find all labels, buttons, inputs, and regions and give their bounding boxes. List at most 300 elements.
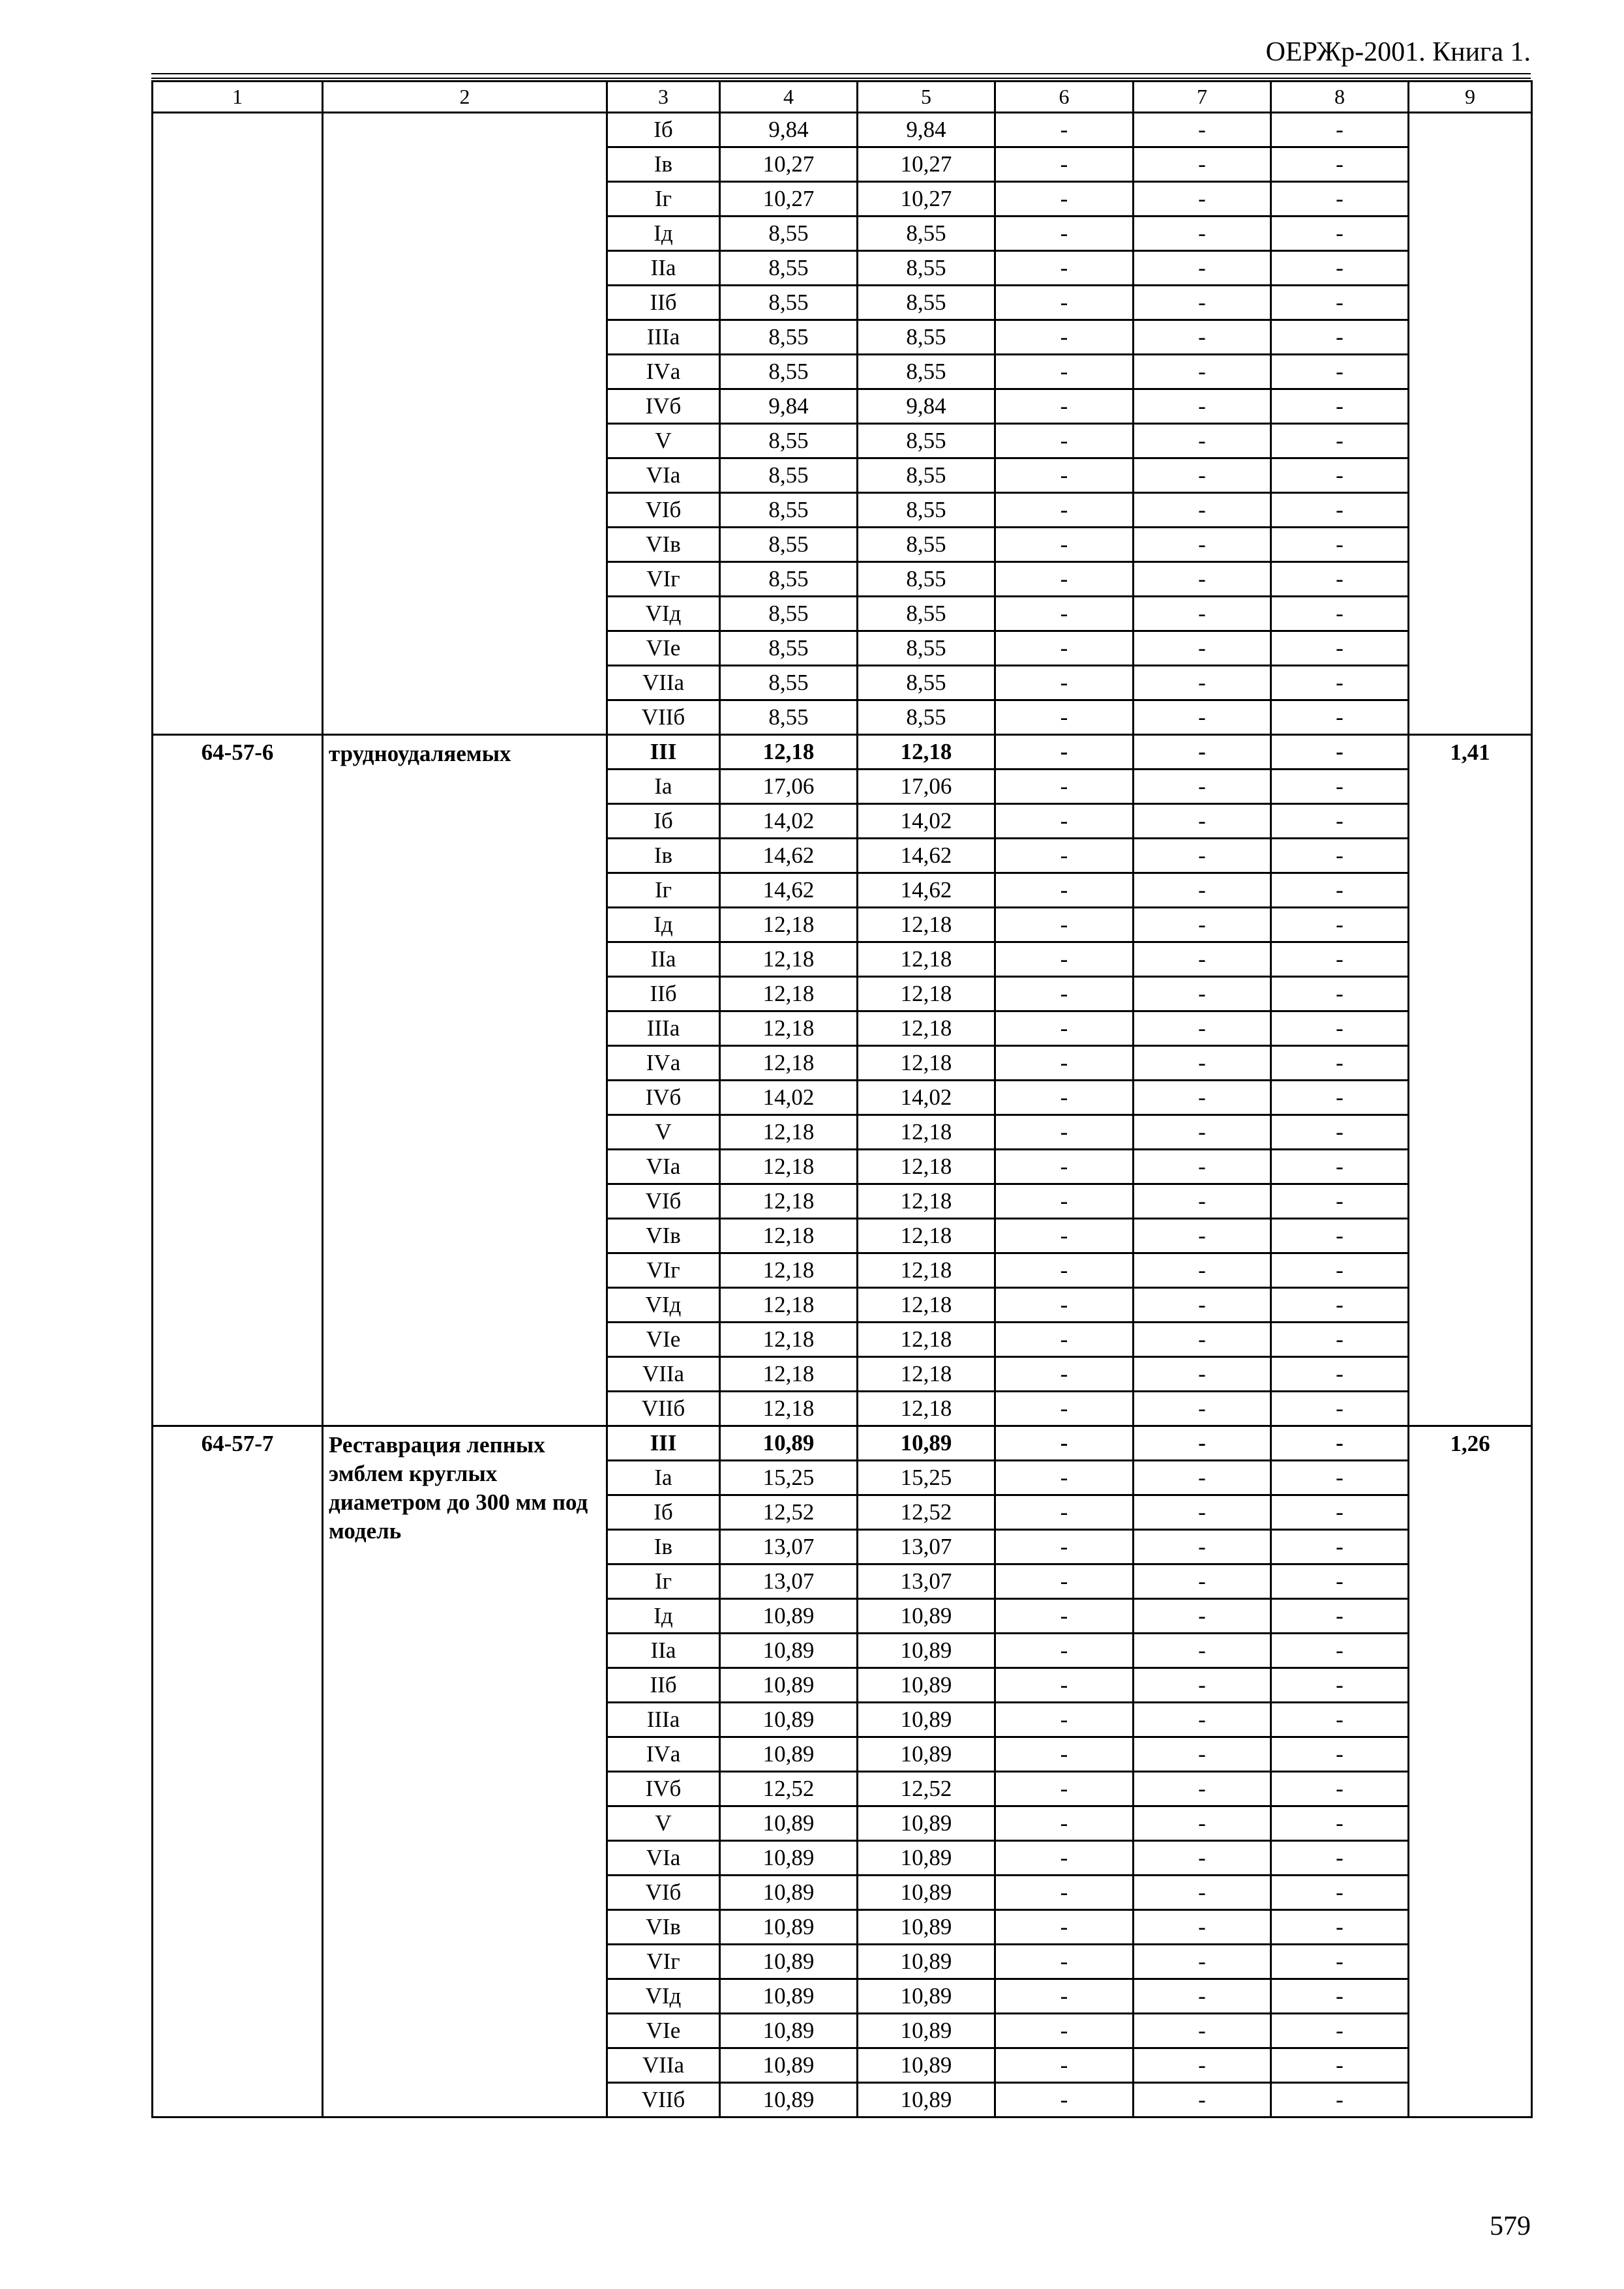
table-row: [153, 735, 1532, 770]
value-cell: 8,55: [858, 286, 995, 320]
value-cell: 8,55: [720, 528, 858, 562]
zone-cell: VIв: [607, 528, 720, 562]
value-cell: 8,55: [720, 286, 858, 320]
value-cell: -: [1271, 908, 1409, 942]
value-cell: -: [995, 1806, 1134, 1841]
value-cell: -: [1134, 942, 1271, 977]
table-row: [153, 1426, 1532, 1461]
value-cell: -: [1134, 1668, 1271, 1703]
value-cell: -: [1134, 424, 1271, 458]
value-cell: 8,55: [720, 458, 858, 493]
value-cell: 10,89: [720, 1634, 858, 1668]
zone-cell: Iд: [607, 1599, 720, 1634]
value-cell: -: [995, 1495, 1134, 1530]
code-cell: 64-57-6: [153, 735, 323, 1426]
zone-cell: VIд: [607, 597, 720, 631]
name-cell: трудноудаляемых: [323, 735, 607, 1426]
value-cell: 12,18: [858, 1392, 995, 1426]
zone-cell: Iг: [607, 873, 720, 908]
value-cell: 10,89: [858, 1979, 995, 2014]
value-cell: 8,55: [720, 355, 858, 389]
value-cell: -: [1134, 1530, 1271, 1564]
value-cell: 8,55: [858, 217, 995, 251]
value-cell: -: [1271, 666, 1409, 700]
value-cell: -: [995, 493, 1134, 528]
value-cell: 12,18: [720, 1253, 858, 1288]
value-cell: 12,18: [858, 1357, 995, 1392]
value-cell: 12,18: [858, 1115, 995, 1150]
value-cell: 12,18: [720, 1011, 858, 1046]
value-cell: -: [995, 1945, 1134, 1979]
page-number: 579: [1490, 2211, 1531, 2241]
value-cell: -: [1271, 2048, 1409, 2083]
value-cell: -: [1134, 528, 1271, 562]
value-cell: -: [995, 735, 1134, 770]
value-cell: -: [1271, 1945, 1409, 1979]
value-cell: 15,25: [720, 1461, 858, 1495]
value-cell: -: [995, 1323, 1134, 1357]
value-cell: -: [995, 1357, 1134, 1392]
column-number: 3: [607, 82, 720, 113]
value-cell: -: [1134, 1392, 1271, 1426]
value-cell: 8,55: [720, 493, 858, 528]
value-cell: -: [1271, 1184, 1409, 1219]
value-cell: 10,89: [720, 2048, 858, 2083]
value-cell: 8,55: [858, 458, 995, 493]
value-cell: 17,06: [858, 770, 995, 804]
value-cell: 10,89: [858, 1599, 995, 1634]
value-cell: -: [1134, 839, 1271, 873]
value-cell: 12,18: [858, 1011, 995, 1046]
zone-cell: IIIа: [607, 1703, 720, 1737]
value-cell: 10,89: [858, 2048, 995, 2083]
rates-table-body: [153, 82, 1532, 2117]
value-cell: -: [995, 320, 1134, 355]
value-cell: -: [995, 770, 1134, 804]
value-cell: 12,18: [858, 1288, 995, 1323]
value-cell: -: [1271, 1876, 1409, 1910]
zone-cell: Iг: [607, 182, 720, 217]
zone-cell: Iа: [607, 770, 720, 804]
column-number: 7: [1134, 82, 1271, 113]
value-cell: -: [995, 1150, 1134, 1184]
zone-cell: Iа: [607, 1461, 720, 1495]
value-cell: -: [1271, 1392, 1409, 1426]
value-cell: 9,84: [858, 113, 995, 147]
zone-cell: VIIб: [607, 2083, 720, 2117]
zone-cell: VIе: [607, 631, 720, 666]
value-cell: -: [995, 562, 1134, 597]
value-cell: -: [1134, 147, 1271, 182]
value-cell: -: [1134, 1979, 1271, 2014]
value-cell: -: [995, 389, 1134, 424]
value-cell: 10,89: [858, 1634, 995, 1668]
value-cell: -: [1271, 700, 1409, 735]
value-cell: 10,89: [858, 1876, 995, 1910]
value-cell: -: [1271, 1150, 1409, 1184]
value-cell: 8,55: [858, 562, 995, 597]
value-cell: 8,55: [720, 424, 858, 458]
value-cell: -: [1134, 1288, 1271, 1323]
value-cell: -: [1271, 355, 1409, 389]
coefficient-cell: [1409, 113, 1532, 735]
zone-cell: VIIа: [607, 2048, 720, 2083]
zone-cell: VIб: [607, 1876, 720, 1910]
value-cell: 12,18: [720, 977, 858, 1011]
name-cell: [323, 113, 607, 735]
value-cell: -: [1134, 493, 1271, 528]
value-cell: 8,55: [720, 562, 858, 597]
value-cell: -: [1134, 1841, 1271, 1876]
column-number: 2: [323, 82, 607, 113]
value-cell: -: [995, 597, 1134, 631]
value-cell: 12,18: [720, 735, 858, 770]
value-cell: -: [995, 1046, 1134, 1081]
value-cell: -: [1271, 528, 1409, 562]
value-cell: -: [995, 1876, 1134, 1910]
value-cell: -: [1134, 1461, 1271, 1495]
value-cell: -: [1134, 631, 1271, 666]
value-cell: -: [1134, 804, 1271, 839]
value-cell: -: [995, 1011, 1134, 1046]
value-cell: 10,89: [858, 1910, 995, 1945]
value-cell: -: [1271, 1288, 1409, 1323]
column-number: 4: [720, 82, 858, 113]
value-cell: -: [1134, 1426, 1271, 1461]
zone-cell: Iб: [607, 804, 720, 839]
value-cell: -: [995, 1564, 1134, 1599]
value-cell: -: [995, 839, 1134, 873]
value-cell: -: [995, 182, 1134, 217]
zone-cell: VIв: [607, 1219, 720, 1253]
value-cell: 8,55: [720, 217, 858, 251]
value-cell: -: [1134, 977, 1271, 1011]
zone-cell: VIг: [607, 1253, 720, 1288]
value-cell: -: [1271, 1357, 1409, 1392]
value-cell: -: [995, 908, 1134, 942]
value-cell: -: [995, 1392, 1134, 1426]
value-cell: 10,89: [720, 2083, 858, 2117]
value-cell: -: [995, 631, 1134, 666]
value-cell: -: [995, 528, 1134, 562]
value-cell: 10,89: [720, 1876, 858, 1910]
value-cell: -: [1134, 562, 1271, 597]
coefficient-cell: 1,41: [1409, 735, 1532, 1426]
value-cell: -: [995, 700, 1134, 735]
value-cell: -: [995, 942, 1134, 977]
zone-cell: VIд: [607, 1288, 720, 1323]
value-cell: -: [1271, 1564, 1409, 1599]
value-cell: -: [1271, 562, 1409, 597]
zone-cell: VIIа: [607, 1357, 720, 1392]
value-cell: 8,55: [720, 597, 858, 631]
value-cell: 12,18: [858, 942, 995, 977]
value-cell: -: [1271, 1426, 1409, 1461]
value-cell: 12,18: [858, 908, 995, 942]
value-cell: 17,06: [720, 770, 858, 804]
value-cell: -: [995, 1288, 1134, 1323]
value-cell: 8,55: [720, 251, 858, 286]
value-cell: 10,27: [858, 182, 995, 217]
value-cell: -: [1134, 217, 1271, 251]
zone-cell: IVб: [607, 389, 720, 424]
value-cell: -: [1134, 2014, 1271, 2048]
value-cell: -: [1271, 493, 1409, 528]
column-number: 8: [1271, 82, 1409, 113]
zone-cell: Iв: [607, 839, 720, 873]
value-cell: -: [1134, 355, 1271, 389]
zone-cell: V: [607, 1115, 720, 1150]
zone-cell: VIе: [607, 1323, 720, 1357]
value-cell: 10,27: [720, 147, 858, 182]
value-cell: -: [1134, 1011, 1271, 1046]
value-cell: -: [1134, 1184, 1271, 1219]
coefficient-cell: 1,26: [1409, 1426, 1532, 2117]
value-cell: -: [995, 1599, 1134, 1634]
value-cell: 8,55: [858, 597, 995, 631]
value-cell: -: [1134, 286, 1271, 320]
value-cell: 10,89: [720, 1841, 858, 1876]
value-cell: 12,52: [720, 1495, 858, 1530]
value-cell: -: [1134, 389, 1271, 424]
value-cell: 8,55: [858, 631, 995, 666]
value-cell: -: [1134, 1219, 1271, 1253]
value-cell: -: [1134, 1806, 1271, 1841]
value-cell: -: [1271, 804, 1409, 839]
value-cell: -: [1134, 1564, 1271, 1599]
value-cell: -: [1134, 1772, 1271, 1806]
value-cell: -: [1134, 113, 1271, 147]
value-cell: 10,89: [858, 1668, 995, 1703]
value-cell: 8,55: [858, 355, 995, 389]
value-cell: 10,89: [720, 1910, 858, 1945]
value-cell: -: [995, 2083, 1134, 2117]
value-cell: -: [995, 1703, 1134, 1737]
value-cell: 10,89: [720, 1945, 858, 1979]
value-cell: -: [1271, 1806, 1409, 1841]
code-cell: [153, 113, 323, 735]
code-cell: 64-57-7: [153, 1426, 323, 2117]
value-cell: 12,18: [858, 977, 995, 1011]
value-cell: -: [1271, 942, 1409, 977]
value-cell: -: [1271, 770, 1409, 804]
value-cell: 14,02: [858, 1081, 995, 1115]
value-cell: -: [995, 1910, 1134, 1945]
value-cell: -: [1271, 1772, 1409, 1806]
value-cell: -: [1271, 839, 1409, 873]
value-cell: -: [995, 977, 1134, 1011]
value-cell: -: [1134, 873, 1271, 908]
zone-cell: VIг: [607, 1945, 720, 1979]
value-cell: 12,18: [858, 1219, 995, 1253]
zone-cell: IIб: [607, 977, 720, 1011]
page-header-title: ОЕРЖр-2001. Книга 1.: [1265, 37, 1531, 67]
value-cell: 8,55: [858, 493, 995, 528]
value-cell: -: [995, 251, 1134, 286]
value-cell: -: [1271, 1219, 1409, 1253]
zone-cell: Iв: [607, 147, 720, 182]
value-cell: 9,84: [858, 389, 995, 424]
value-cell: -: [995, 458, 1134, 493]
value-cell: 10,89: [720, 1979, 858, 2014]
value-cell: 12,18: [858, 735, 995, 770]
zone-cell: IVб: [607, 1772, 720, 1806]
value-cell: -: [995, 2048, 1134, 2083]
column-number-row: [153, 82, 1532, 113]
column-number: 9: [1409, 82, 1532, 113]
zone-cell: Iб: [607, 1495, 720, 1530]
value-cell: -: [1134, 251, 1271, 286]
zone-cell: VIа: [607, 1150, 720, 1184]
value-cell: -: [995, 147, 1134, 182]
value-cell: 10,89: [720, 2014, 858, 2048]
value-cell: -: [1134, 735, 1271, 770]
value-cell: 10,89: [720, 1668, 858, 1703]
value-cell: -: [1134, 1599, 1271, 1634]
value-cell: 8,55: [720, 320, 858, 355]
value-cell: 14,62: [720, 873, 858, 908]
zone-cell: VIб: [607, 493, 720, 528]
value-cell: -: [1271, 320, 1409, 355]
value-cell: -: [1271, 389, 1409, 424]
value-cell: -: [1271, 2083, 1409, 2117]
zone-cell: VIа: [607, 458, 720, 493]
zone-cell: IVа: [607, 355, 720, 389]
value-cell: 12,18: [720, 942, 858, 977]
zone-cell: III: [607, 1426, 720, 1461]
zone-cell: IIа: [607, 942, 720, 977]
value-cell: 12,18: [720, 1219, 858, 1253]
zone-cell: VIг: [607, 562, 720, 597]
value-cell: 8,55: [858, 251, 995, 286]
value-cell: -: [1271, 1910, 1409, 1945]
value-cell: -: [995, 1219, 1134, 1253]
value-cell: -: [1134, 1495, 1271, 1530]
value-cell: -: [1134, 1910, 1271, 1945]
value-cell: 10,89: [720, 1703, 858, 1737]
value-cell: -: [1134, 1634, 1271, 1668]
value-cell: -: [1134, 1081, 1271, 1115]
value-cell: -: [1271, 631, 1409, 666]
value-cell: 10,89: [720, 1806, 858, 1841]
value-cell: 12,52: [858, 1772, 995, 1806]
value-cell: 12,18: [720, 908, 858, 942]
value-cell: -: [995, 1426, 1134, 1461]
value-cell: -: [995, 217, 1134, 251]
value-cell: 14,02: [720, 1081, 858, 1115]
value-cell: 10,89: [858, 1426, 995, 1461]
value-cell: -: [1134, 1737, 1271, 1772]
value-cell: -: [1271, 1841, 1409, 1876]
value-cell: 14,02: [720, 804, 858, 839]
value-cell: 10,89: [858, 1737, 995, 1772]
value-cell: 8,55: [858, 320, 995, 355]
value-cell: 10,89: [858, 1945, 995, 1979]
value-cell: -: [1271, 735, 1409, 770]
rates-table: [151, 80, 1533, 2118]
value-cell: 14,02: [858, 804, 995, 839]
value-cell: -: [1271, 1115, 1409, 1150]
value-cell: -: [995, 2014, 1134, 2048]
value-cell: -: [1134, 1150, 1271, 1184]
value-cell: -: [1134, 1357, 1271, 1392]
value-cell: -: [1271, 873, 1409, 908]
value-cell: -: [1271, 597, 1409, 631]
value-cell: 13,07: [720, 1564, 858, 1599]
value-cell: -: [995, 1081, 1134, 1115]
zone-cell: III: [607, 735, 720, 770]
value-cell: -: [995, 804, 1134, 839]
value-cell: 9,84: [720, 113, 858, 147]
zone-cell: Iг: [607, 1564, 720, 1599]
value-cell: 8,55: [720, 700, 858, 735]
value-cell: 14,62: [858, 839, 995, 873]
value-cell: 13,07: [858, 1564, 995, 1599]
value-cell: -: [995, 1979, 1134, 2014]
value-cell: 12,18: [720, 1046, 858, 1081]
value-cell: -: [1271, 251, 1409, 286]
value-cell: -: [995, 1634, 1134, 1668]
zone-cell: IIIа: [607, 320, 720, 355]
zone-cell: IIа: [607, 251, 720, 286]
value-cell: 12,18: [720, 1357, 858, 1392]
value-cell: -: [1271, 217, 1409, 251]
value-cell: -: [1271, 286, 1409, 320]
value-cell: 10,89: [720, 1426, 858, 1461]
value-cell: -: [995, 424, 1134, 458]
value-cell: 12,18: [720, 1392, 858, 1426]
value-cell: -: [1271, 2014, 1409, 2048]
value-cell: 10,89: [858, 1806, 995, 1841]
value-cell: -: [1134, 320, 1271, 355]
value-cell: -: [1271, 424, 1409, 458]
value-cell: -: [995, 1841, 1134, 1876]
value-cell: -: [995, 666, 1134, 700]
value-cell: -: [1134, 770, 1271, 804]
value-cell: -: [1134, 1703, 1271, 1737]
value-cell: -: [1271, 1461, 1409, 1495]
zone-cell: Iд: [607, 217, 720, 251]
zone-cell: V: [607, 1806, 720, 1841]
value-cell: -: [995, 1253, 1134, 1288]
value-cell: -: [1271, 1737, 1409, 1772]
zone-cell: Iв: [607, 1530, 720, 1564]
value-cell: 12,52: [858, 1495, 995, 1530]
value-cell: -: [1271, 1323, 1409, 1357]
value-cell: -: [1271, 147, 1409, 182]
value-cell: 8,55: [858, 666, 995, 700]
value-cell: -: [1134, 1876, 1271, 1910]
zone-cell: VIе: [607, 2014, 720, 2048]
value-cell: -: [1134, 908, 1271, 942]
column-number: 6: [995, 82, 1134, 113]
value-cell: -: [995, 1668, 1134, 1703]
value-cell: 13,07: [858, 1530, 995, 1564]
value-cell: -: [1271, 458, 1409, 493]
value-cell: 12,18: [720, 1150, 858, 1184]
value-cell: 12,18: [720, 1184, 858, 1219]
value-cell: -: [1271, 1081, 1409, 1115]
value-cell: 8,55: [858, 700, 995, 735]
value-cell: -: [1271, 1253, 1409, 1288]
value-cell: -: [995, 1772, 1134, 1806]
zone-cell: VIв: [607, 1910, 720, 1945]
value-cell: -: [995, 873, 1134, 908]
value-cell: 9,84: [720, 389, 858, 424]
value-cell: -: [1271, 1495, 1409, 1530]
zone-cell: IIIа: [607, 1011, 720, 1046]
value-cell: 10,27: [720, 182, 858, 217]
